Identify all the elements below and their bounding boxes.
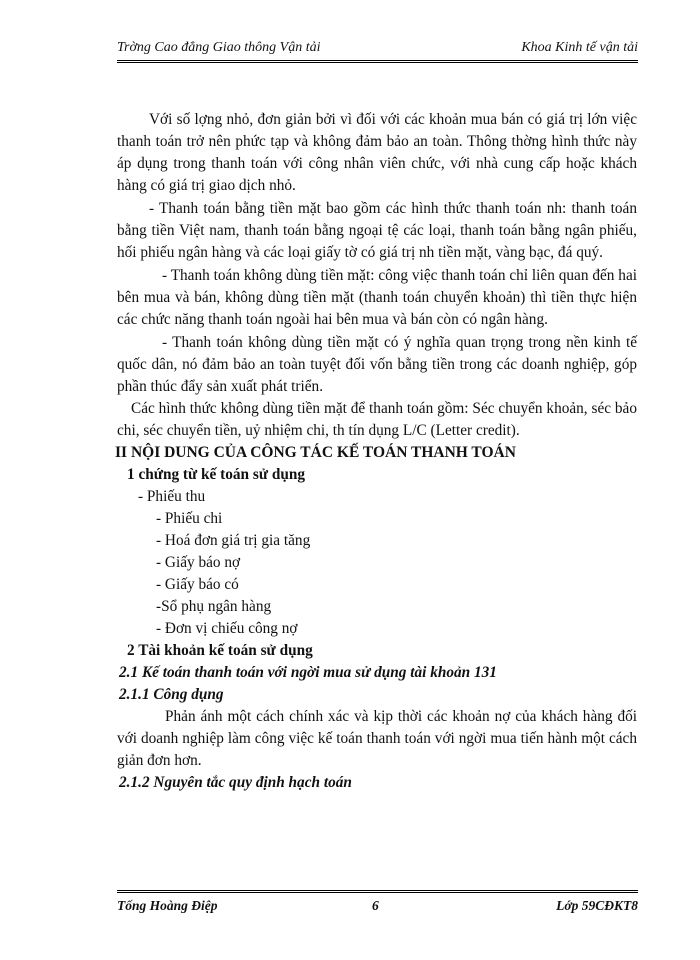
page-header (117, 38, 638, 63)
paragraph-6: Phản ánh một cách chính xác và kịp thời các khoản nợ của khách hàng đối với doanh nghiệp làm công việc kế toán thanh toán với ngời mua tiến hành một cách giản đơn hơn. (117, 708, 637, 769)
list-item: -Sổ phụ ngân hàng (156, 598, 272, 615)
list-item: - Đơn vị chiếu công nợ (156, 620, 298, 637)
section-title: II NỘI DUNG CỦA CÔNG TÁC KẾ TOÁN THANH TOÁN (115, 444, 516, 461)
paragraph-3: - Thanh toán không dùng tiền mặt: công việc thanh toán chỉ liên quan đến hai bên mua và bán, không dùng tiền mặt (thanh toán chuyển khoản) thì tiền thực hiện các chức năng thanh toán ngoài hai bên mua và bán còn có ngân hàng. (117, 267, 637, 328)
document-body (117, 109, 637, 794)
list-item: - Phiếu chi (156, 510, 223, 527)
header-school: Trờng Cao đẳng Giao thông Vận tải (117, 40, 321, 55)
subsection-2-1-2-title: 2.1.2 Nguyên tắc quy định hạch toán (119, 774, 352, 791)
subsection-2-1-title: 2.1 Kế toán thanh toán với ngời mua sử dụng tài khoản 131 (119, 664, 497, 681)
subsection-2-1-1-title: 2.1.1 Công dụng (119, 686, 224, 703)
list-item: - Giấy báo có (156, 576, 239, 593)
paragraph-5: Các hình thức không dùng tiền mặt để thanh toán gồm: Séc chuyển khoản, séc bảo chi, séc chuyển tiền, uỷ nhiệm chi, th tín dụng L/C (Letter credit). (117, 400, 637, 439)
footer-author: Tống Hoàng Điệp (117, 898, 218, 913)
document-list (117, 486, 637, 640)
page-footer (117, 890, 638, 917)
footer-class: Lớp 59CĐKT8 (556, 898, 638, 913)
list-item: - Giấy báo nợ (156, 554, 241, 571)
page-number: 6 (372, 898, 379, 913)
paragraph-2: - Thanh toán bằng tiền mặt bao gồm các hình thức thanh toán nh: thanh toán bằng tiền Việt nam, thanh toán bằng ngoại tệ các loại, thanh toán bằng ngân phiếu, hối phiếu ngân hàng và các loại giấy tờ có giá trị nh tiền mặt, vàng bạc, đá quý. (117, 200, 637, 261)
paragraph-4: - Thanh toán không dùng tiền mặt có ý nghĩa quan trọng trong nền kinh tế quốc dân, nó đảm bảo an toàn tuyệt đối vốn bằng tiền trong các doanh nghiệp, góp phần thúc đẩy sản xuất phát triển. (117, 334, 637, 395)
paragraph-1: Với số lợng nhỏ, đơn giản bởi vì đối với các khoản mua bán có giá trị lớn việc thanh toán trở nên phức tạp và không đảm bảo an toàn. Thông thờng hình thức này áp dụng trong thanh toán với công nhân viên chức, với nhà cung cấp hoặc khách hàng có giá trị giao dịch nhỏ. (117, 111, 637, 194)
list-item: - Phiếu thu (138, 488, 206, 505)
list-item: - Hoá đơn giá trị gia tăng (156, 532, 311, 549)
subsection-2-title: 2 Tài khoản kế toán sử dụng (127, 642, 313, 659)
header-faculty: Khoa Kinh tế vận tải (521, 40, 638, 55)
subsection-1-title: 1 chứng từ kế toán sử dụng (127, 466, 305, 483)
